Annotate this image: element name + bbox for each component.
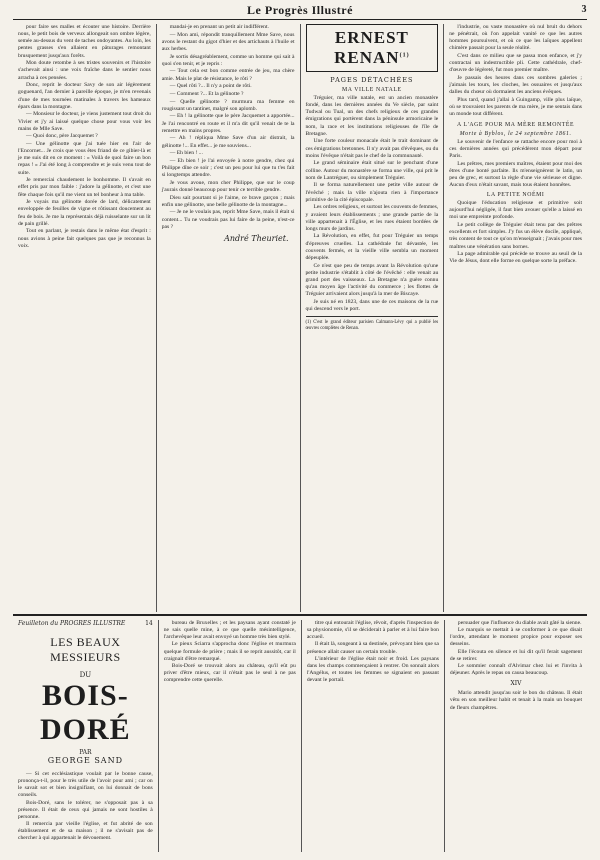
novel-author: GEORGE SAND	[47, 756, 123, 765]
paragraph: titre qui entourait l'église, rêvoit, d'après l'inspection de sa physionomie, s'il se déciderait à parler et à lui faire bon accueil.	[306, 620, 439, 641]
paragraph: — Monsieur le docteur, je viens justement tout droit du Vivier et j'y ai laissé quelque chose pour vous voir les mains de Mlle Save.	[18, 111, 151, 132]
paragraph: Mon doute retombe à ses tristes souvenirs et l'histoire s'achevait ainsi : une voix fraîche dans le sentier nous arracha à ces pensées.	[18, 60, 151, 81]
paragraph: Tréguier, ma ville natale, est un ancien monastère fondé, dans les dernières années du Ve siècle, par saint Tudwal ou Tual, un des chefs religieux de ces grandes émigrations qui portèrent dans la péninsule armoricaine le nom, la race et les institutions religieuses de l'île de Bretagne.	[305, 95, 439, 137]
renan-subtitle: PAGES DÉTACHÉES	[330, 76, 414, 84]
paragraph: Ce n'est que peu de temps avant la Révolution qu'une petite industrie s'établit à côté de l'évêché : elle venait au grand port des vaisseaux. La Bretagne n'a guère connu qu'au moyen âge l'activité du commerce ; les flottes de Tréguier arrivaient alors jusqu'à la mer de Biscaye.	[305, 262, 439, 298]
paragraph: Bois-Doré, sans le tolérer, ne s'opposait pas à sa présence. Il était de ceux qui jamais ne sont hostiles à personne.	[18, 799, 153, 820]
page-number: 3	[581, 4, 587, 15]
feuilleton-column-2	[159, 620, 302, 852]
paragraph: Le pieux Sciarra s'approcha donc l'église et murmura quelque formule de prière ; mais il se reprit aussitôt, car il craignait d'être remarqué.	[163, 641, 296, 662]
story-column-2	[157, 24, 301, 612]
novel-title-main: BOIS-DORÉ	[40, 679, 131, 746]
feuilleton-column-4	[445, 620, 587, 852]
paragraph: — Quoi donc, père Jacquemet ?	[26, 133, 98, 140]
feuilleton-number: 14	[145, 620, 153, 627]
feuilleton-title-column	[13, 620, 159, 852]
paragraph: Donc, reprit le docteur Savy de son air légèrement goguenard, l'an dernier à pareille époque, je m'en revenais d'une de mes tournées matinales à travers les hameaux épars dans la montagne.	[18, 82, 151, 110]
paragraph: Mario attendit jusqu'au soir le bon du château. Il était vêtu en son meilleur habit et tenait à la main un bouquet de fleurs champêtres.	[449, 690, 583, 711]
paragraph: Il remercia par vieille l'église, et fut abrité de son établissement et de sa maison ; il ne s'avisait pas de chercher à qui appartenait le dévouement.	[18, 821, 153, 842]
paragraph: — Tout cela est bon comme entrée de jeu, ma chère amie. Mais le plat de résistance, le rôti ?	[161, 68, 295, 82]
paragraph: — Si cet ecclésiastique voulait par le bonne cause, prononça-t-il, pour le très utile de l'avoir pour ami ; car on le savait sot et bien insignifiant, on lui donnait de bons conseils.	[18, 771, 153, 799]
novel-title-top: LES BEAUX MESSIEURS	[50, 635, 121, 664]
paragraph: — Je ne le voulais pas, reprit Mme Save, mais il était si content... Tu ne voudrais pas lui faire de la peine, n'est-ce pas ?	[161, 209, 295, 230]
paragraph: Le sommier connaît d'Alvimar chez lui et l'invita à déjeuner. Après le repas on causa beaucoup.	[449, 662, 583, 677]
paragraph: Je remerciai chaudement le bonhomme. Il s'avait en effet pris par mon faible : j'adore la gélinotte, et c'est une fête chaque fois qu'il me vient un tel bonheur à ma table.	[18, 177, 151, 198]
paragraph: persuader que l'influence du diable avait gâté la sienne.	[457, 620, 582, 626]
paragraph: Le marquis se mettait à se conformer à ce que disait l'ordre, attendant le moment propice pour exposer ses desseins.	[449, 627, 583, 648]
novel-par: PAR	[79, 749, 92, 756]
paragraph: Les prêtres, mes premiers maîtres, étaient pour moi des êtres d'une bonté parfaite. Ils m'enseignèrent le latin, un peu de grec, et surtout la règle d'une vie sérieuse et digne. Aucun d'eux n'était savant, mais tous étaient honnêtes.	[449, 160, 582, 188]
paragraph: pour faire ses malles et écouter une histoire. Derrière nous, le petit bois de verveux allongeait son ombre légère, semée au-dessus du vent de taches ondoyantes. Au loin, les pentes grasses s'en allaient en pâturages remontant brusquement jusqu'aux forêts.	[18, 24, 151, 59]
feuilleton-column-3	[302, 620, 445, 852]
paragraph: — Eh ! la gélinotte que le père Jacquemet a apportée... Je l'ai rencontré en route et il m'a dit qu'il venait de te la remettre en mains propres.	[161, 113, 295, 134]
masthead	[13, 0, 587, 20]
story-column-3	[301, 24, 445, 612]
renan-heading-box	[306, 24, 439, 72]
chapter-number: XIV	[510, 680, 522, 688]
paragraph: — Quelle gélinotte ? murmura ma femme en rougissant un tantinet, malgré son aplomb.	[161, 98, 295, 112]
paragraph: mandai-je en prenant un petit air indifférent.	[169, 24, 269, 30]
footnote: (1) C'est le grand éditeur parisien Calmann-Lévy qui a publié les œuvres complètes de Renan.	[305, 320, 439, 331]
paragraph: — Comment ?... Et la gélinotte ?	[169, 90, 244, 97]
paragraph: Dieu sait pourtant si je l'aime, ce brave garçon ; mais enfin une gélinotte, une belle gélinotte de la montagne...	[161, 194, 295, 208]
upper-section	[13, 24, 587, 612]
section-heading: LA PETITE NOÉMI	[486, 192, 545, 199]
feuilleton-separator	[13, 614, 587, 616]
paragraph: Il était là, songeant à sa destinée, prévoyant bien que sa présence allait causer un certain trouble.	[306, 641, 439, 655]
paragraph: Le petit collège de Tréguier était tenu par des prêtres excellents et fort simples. J'y fus un élève docile, appliqué, très content de tout ce qu'on m'enseignait ; j'avais pour mes maîtres une vénération sans bornes.	[449, 222, 582, 250]
paragraph: La Révolution, en effet, fut pour Tréguier un temps d'épreuves cruelles. La cathédrale fut dévastée, les couvents fermés, et la vieille ville sembla un moment dépeuplée.	[305, 233, 439, 261]
paragraph: Il se forma naturellement une petite ville autour de l'évêché ; mais la ville n'ajouta rien à l'importance primitive de la cité épiscopale.	[305, 182, 439, 203]
paragraph: C'est dans ce milieu que se passa mon enfance, et j'y contractai un indestructible pli. Cette cathédrale, chef-d'œuvre de légèreté, fut mon premier maître.	[449, 53, 582, 74]
feuilleton-label: Feuilleton du PROGRÈS ILLUSTRÉ	[18, 620, 126, 627]
paragraph: — Mon ami, répondit tranquillement Mme Save, nous avons le restant du gigot d'hier et des artichauts à l'huile et aux herbes.	[161, 31, 295, 52]
paragraph: bureau de Bruxelles ; et les paysans ayant constaté je ne sais quelle mine, à ce que quelle mésintelligence, l'archevêque leur avait envoyé un homme très bien stylé.	[163, 620, 296, 641]
paragraph: — Eh bien ! je l'ai envoyée à notre gendre, chez qui Philippe dîne ce soir ; c'est un peu pour lui que tu t'es fait si longtemps attendre.	[161, 157, 295, 179]
signature: André Theuriet.	[224, 233, 289, 243]
paragraph: Le grand séminaire était situé sur le penchant d'une colline. Autour du monastère se forma une ville, qui prit le nom de Lantréguer, ou simplement Tréguier.	[305, 160, 439, 181]
section-heading: A L'AGE POUR MA MÈRE REMONTÉE	[457, 121, 575, 128]
paragraph: — Une gélinotte que j'ai tuée hier en l'air de l'Encornet... Je crois que vous êtes friand de ce gibier-là et je me suis dit en ce moment : « Voilà de quoi faire un bon repas ! » J'ai été long à comprendre et je suis venu tout de suite.	[18, 141, 151, 176]
renan-title: ERNEST RENAN$^{(1)}$	[334, 28, 410, 67]
paragraph: Le souvenir de l'enfance se rattache encore pour moi à ces dernières années qui précédèrent mon départ pour Paris.	[449, 138, 582, 159]
paragraph: Je passais des heures dans ces sombres galeries ; j'aimais les tours, les cloches, les ossuaires et jusqu'aux dalles du chœur où dormaient les anciens évêques.	[449, 75, 582, 96]
paragraph: Tout en parlant, je restais dans le même état d'esprit : nous avions à peine fait quelques pas que je reconnus la voix.	[18, 228, 151, 249]
paragraph: Bois-Doré se trouvait alors au château, qu'il eût pu priver d'être mieux, car il n'était pas le seul à ne pas comprendre cette querelle.	[163, 662, 296, 684]
story-column-1	[13, 24, 157, 612]
section-heading: MA VILLE NATALE	[342, 87, 402, 93]
paragraph: La page admirable qui précède se trouve au seuil de la Vie de Jésus, dont elle forme en quelque sorte la préface.	[449, 251, 582, 265]
paragraph: Je vous avoue, mon cher Philippe, que sur le coup j'aurais donné beaucoup pour tenir ce terrible gendre.	[161, 179, 295, 193]
novel-title-du: DU	[79, 671, 92, 679]
paragraph: Une forte couleur monacale était le trait dominant de ces émigrations bretonnes. Il n'y avait pas d'évêques, ou du moins l'évêque n'était pas le chef de la communauté.	[305, 138, 439, 159]
date-line: Morte à Byblos, le 24 septembre 1861.	[459, 130, 572, 137]
paragraph: Les ordres religieux, et surtout les couvents de femmes, y avaient leurs établissements ; une grande partie de la ville appartenait à l'Église, et les rues étaient bordées de longs murs de jardins.	[305, 204, 439, 232]
newspaper-title: Le Progrès Illustré	[247, 3, 353, 17]
paragraph: Je sortis désagréablement, comme un homme qui sait à quoi s'en tenir, et je repris :	[161, 53, 295, 67]
paragraph: Plus tard, quand j'allai à Guingamp, ville plus laïque, où se trouvaient les parents de ma mère, je me sentais dans un monde tout différent.	[449, 97, 582, 118]
paragraph: — Eh bien ! ...	[169, 150, 203, 157]
footnote-rule	[306, 316, 439, 317]
paragraph: — Quel rôti ?... Il n'y a point de rôti.	[169, 83, 252, 90]
paragraph: l'industrie, ou vaste monastère où nul bruit du dehors ne pénétrait, où l'on appelait vanité ce que les autres hommes poursuivent, et où ce que les laïques appellent chimère passait pour la seule réalité.	[449, 24, 582, 52]
paragraph: Elle l'écouta en silence et lui dit qu'il ferait sagement de se retirer.	[449, 648, 583, 662]
paragraph: Quoique l'éducation religieuse et primitive soit aujourd'hui négligée, il faut bien avouer qu'elle a laissé en moi une empreinte profonde.	[449, 200, 582, 221]
feuilleton-section	[13, 620, 587, 852]
paragraph: L'intérieur de l'église était noir et froid. Les paysans dans les champs commençaient à rentrer. On sonnait alors l'Angélus, et toutes les femmes se signaient en passant devant le portail.	[306, 655, 439, 684]
paragraph: Je voyais ma gélinotte dorée de lard, délicatement enveloppée de feuilles de vigne et rôtissant doucement au feu de bois. Je me la représentais déjà ruisselante sur un lit de pain grillé.	[18, 199, 151, 227]
paragraph: Je suis né en 1823, dans une de ces maisons de la rue qui descend vers le port.	[305, 298, 439, 313]
story-column-4	[444, 24, 587, 612]
paragraph: — Ah ! répliqua Mme Save d'un air distrait, la gélinotte !... En effet... je me souviens...	[161, 135, 295, 149]
